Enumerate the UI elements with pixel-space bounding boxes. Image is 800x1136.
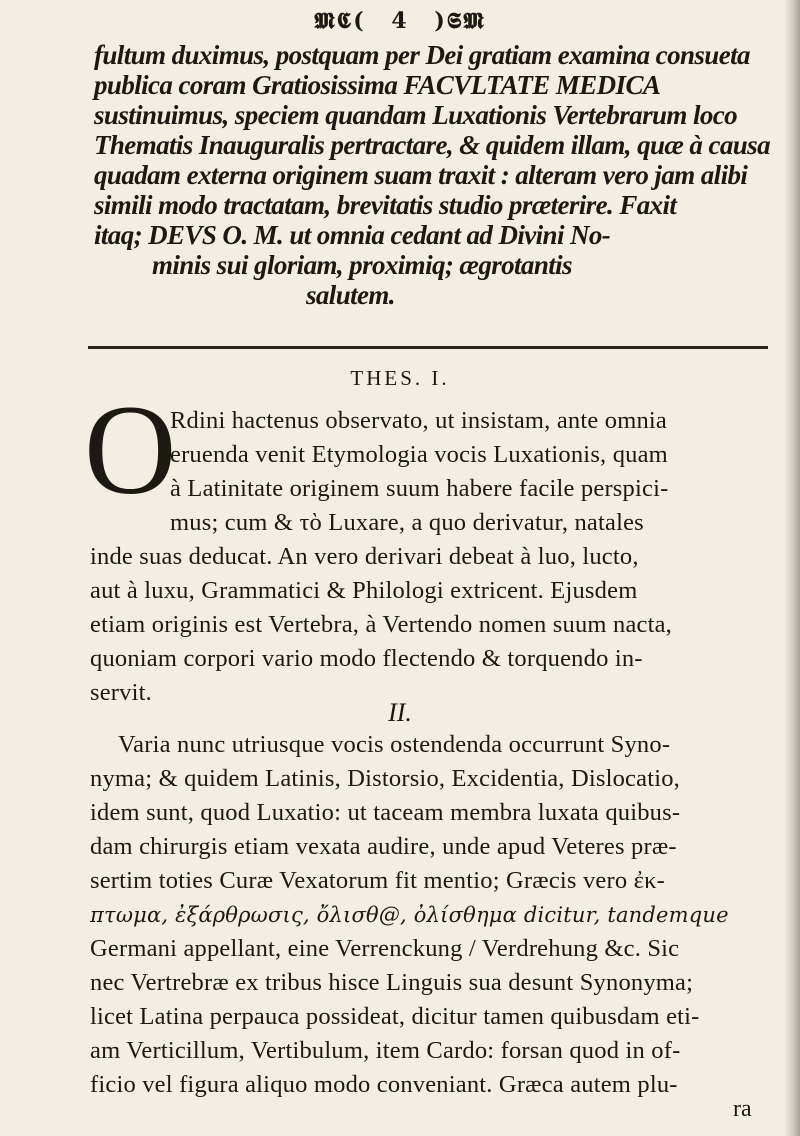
paragraph-line: Germani appellant, eine Verrenckung / Verdrehung &c. Sic bbox=[90, 935, 680, 962]
paragraph-line: idem sunt, quod Luxatio: ut taceam membra luxata quibus- bbox=[90, 799, 681, 826]
preface-line: itaq; DEVS O. M. ut omnia cedant ad Divini No- bbox=[94, 220, 611, 250]
paragraph-line: dam chirurgis etiam vexata audire, unde apud Veteres præ- bbox=[90, 833, 677, 860]
preface-line: simili modo tractatam, brevitatis studio præterire. Faxit bbox=[94, 190, 677, 220]
preface-line: minis sui gloriam, proximiq; ægrotantis bbox=[152, 250, 572, 280]
paragraph-line: eruenda venit Etymologia vocis Luxationis, quam bbox=[170, 441, 668, 468]
thesis-2-numeral: II. bbox=[388, 698, 412, 727]
preface-line: fultum duximus, postquam per Dei gratiam examina consueta bbox=[94, 40, 750, 70]
page-number: 4 bbox=[391, 8, 409, 34]
preface-line: quadam externa originem suam traxit : alteram vero jam alibi bbox=[94, 160, 748, 190]
paragraph-line: Varia nunc utriusque vocis ostendenda occurrunt Syno- bbox=[118, 731, 671, 758]
paragraph-line-greek: πτωμα, ἐξάρθρωσις, ὄλισθ@, ὀλίσθημα dicitur, tandemque bbox=[90, 903, 729, 927]
preface-line: Thematis Inauguralis pertractare, & quidem illam, quæ à causa bbox=[94, 130, 770, 160]
paragraph-line: quoniam corpori vario modo flectendo & torquendo in- bbox=[90, 645, 643, 672]
page-header bbox=[0, 8, 800, 34]
preface-line: publica coram Gratiosissima FACVLTATE MEDICA bbox=[94, 70, 661, 100]
paragraph-line: nec Vertrebræ ex tribus hisce Linguis sua desunt Synonyma; bbox=[90, 969, 694, 996]
preface-line: salutem. bbox=[306, 280, 395, 310]
paragraph-line: ficio vel figura aliquo modo conveniant. Græca autem plu- bbox=[90, 1071, 678, 1098]
paragraph-line: am Verticillum, Vertibulum, item Cardo: forsan quod in of- bbox=[90, 1037, 681, 1064]
preface-italic-paragraph bbox=[94, 40, 770, 310]
paragraph-line: licet Latina perpauca possideat, dicitur tamen quibusdam eti- bbox=[90, 1003, 700, 1030]
page-spine-shadow bbox=[784, 0, 800, 1136]
thesis-heading: THES. I. bbox=[350, 366, 450, 390]
paragraph-line: à Latinitate originem suum habere facile perspici- bbox=[170, 475, 669, 502]
header-ornament-right: )𝕾𝕸 bbox=[434, 8, 486, 34]
paragraph-line: mus; cum & τὸ Luxare, a quo derivatur, natales bbox=[170, 509, 644, 536]
section-divider-rule bbox=[88, 346, 768, 349]
paragraph-line: nyma; & quidem Latinis, Distorsio, Excidentia, Dislocatio, bbox=[90, 765, 680, 792]
preface-line: sustinuimus, speciem quandam Luxationis Vertebrarum loco bbox=[94, 100, 738, 130]
paragraph-line: etiam originis est Vertebra, à Vertendo nomen suum nacta, bbox=[90, 611, 673, 638]
thesis-1-paragraph bbox=[84, 379, 770, 710]
header-ornament-left: 𝕸𝕮( bbox=[314, 8, 366, 34]
paragraph-line: servit. bbox=[90, 679, 152, 706]
paragraph-line: sertim toties Curæ Vexatorum fit mentio; Græcis vero ἐκ- bbox=[90, 867, 666, 894]
thesis-2-paragraph bbox=[90, 728, 770, 1102]
catchword: ra bbox=[733, 1096, 752, 1122]
paragraph-line: inde suas deducat. An vero derivari debeat à luo, lucto, bbox=[90, 543, 639, 570]
drop-cap: O bbox=[84, 379, 177, 521]
paragraph-line: Rdini hactenus observato, ut insistam, ante omnia bbox=[170, 407, 667, 434]
paragraph-line: aut à luxu, Grammatici & Philologi extricent. Ejusdem bbox=[90, 577, 638, 604]
